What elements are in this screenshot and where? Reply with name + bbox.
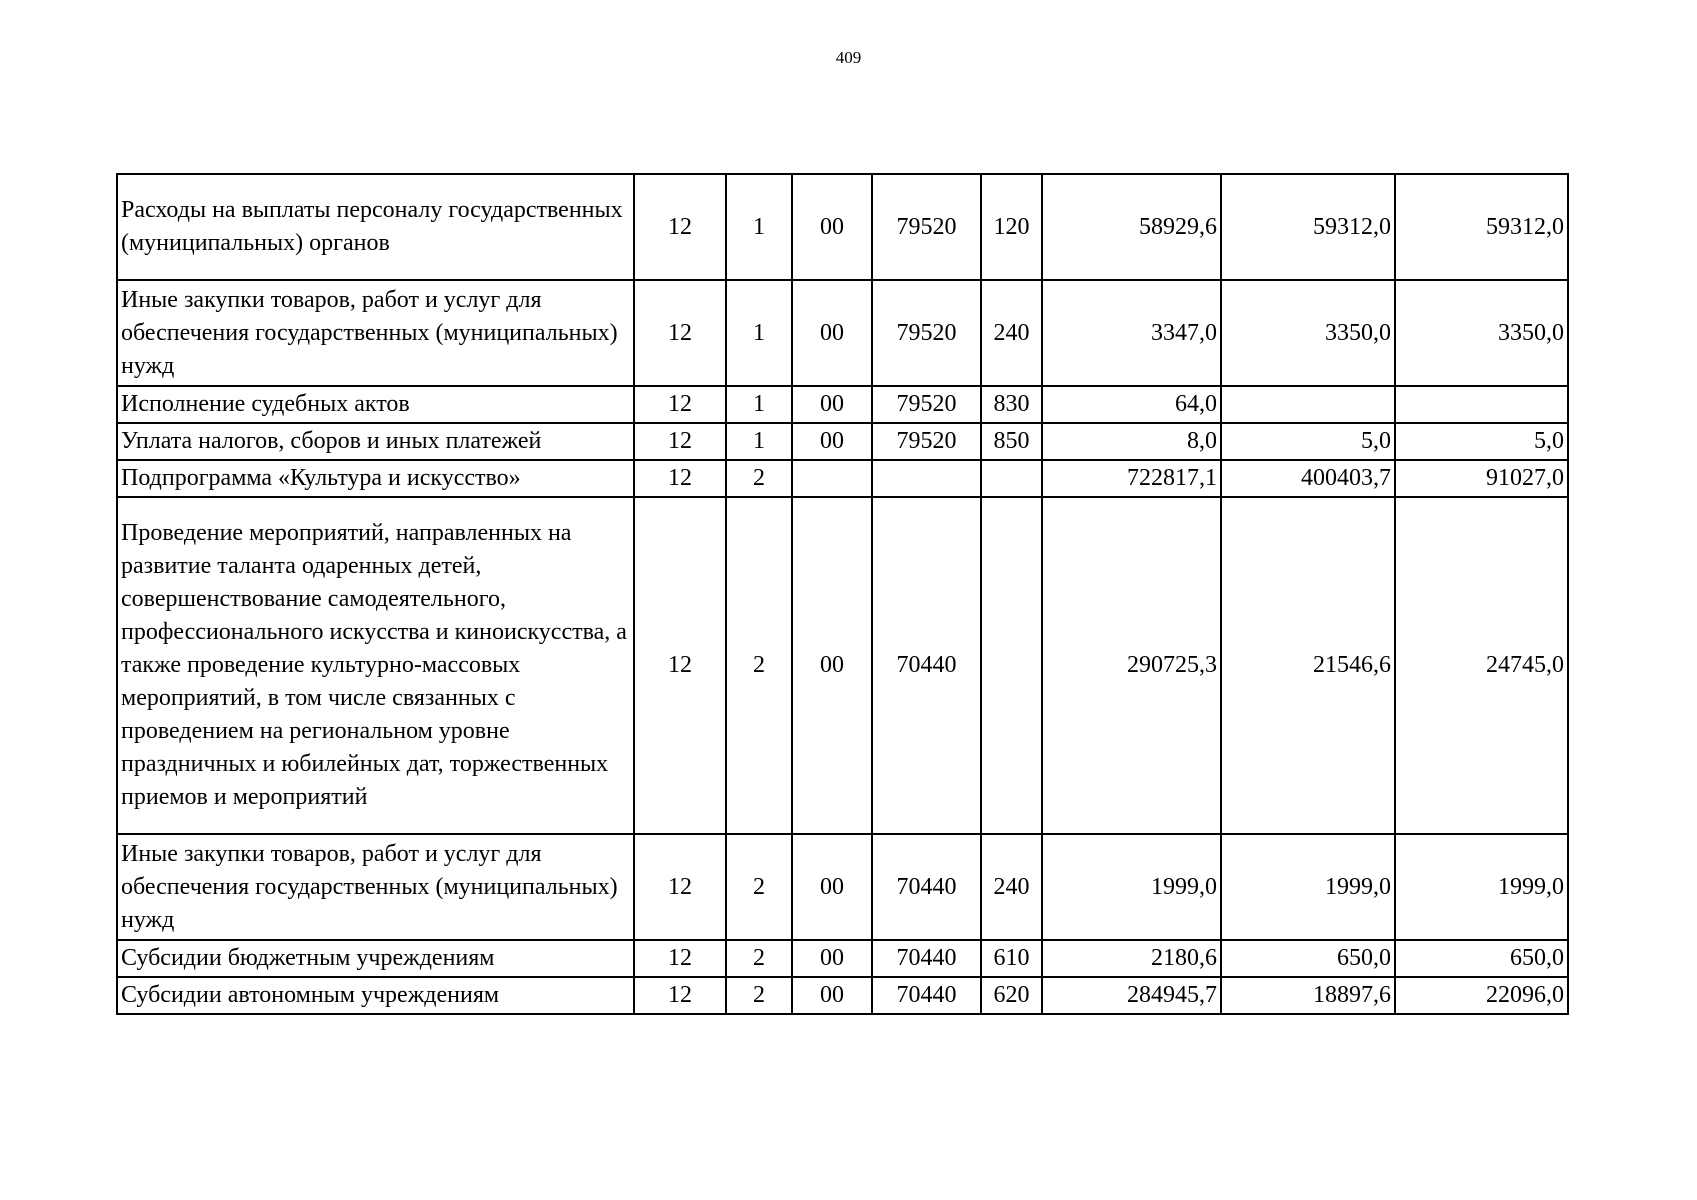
row-expense-type: 850: [981, 423, 1042, 460]
row-section: 12: [634, 497, 726, 834]
row-amount-1: 722817,1: [1042, 460, 1221, 497]
row-name: Субсидии автономным учреждениям: [117, 977, 634, 1014]
row-expense-type: 830: [981, 386, 1042, 423]
row-subsection: 1: [726, 386, 792, 423]
row-direction-code: 70440: [872, 497, 981, 834]
row-program-code: 00: [792, 940, 872, 977]
row-amount-1: 2180,6: [1042, 940, 1221, 977]
table-row: [117, 940, 1568, 977]
budget-table: [116, 173, 1569, 1015]
row-subsection: 1: [726, 280, 792, 386]
row-name: Субсидии бюджетным учреждениям: [117, 940, 634, 977]
row-amount-3: 650,0: [1395, 940, 1568, 977]
page-number: 409: [835, 48, 862, 67]
row-direction-code: 70440: [872, 940, 981, 977]
row-amount-2: 1999,0: [1221, 834, 1395, 940]
row-amount-2: 21546,6: [1221, 497, 1395, 834]
row-section: 12: [634, 423, 726, 460]
row-amount-1: 8,0: [1042, 423, 1221, 460]
row-amount-1: 58929,6: [1042, 174, 1221, 280]
row-amount-1: 290725,3: [1042, 497, 1221, 834]
row-amount-2: 3350,0: [1221, 280, 1395, 386]
row-amount-3: 24745,0: [1395, 497, 1568, 834]
row-amount-2: 5,0: [1221, 423, 1395, 460]
row-program-code: [792, 460, 872, 497]
row-subsection: 1: [726, 423, 792, 460]
row-section: 12: [634, 977, 726, 1014]
row-amount-2: 59312,0: [1221, 174, 1395, 280]
row-amount-3: 22096,0: [1395, 977, 1568, 1014]
row-program-code: 00: [792, 423, 872, 460]
row-amount-2: 400403,7: [1221, 460, 1395, 497]
row-direction-code: 79520: [872, 386, 981, 423]
row-subsection: 2: [726, 940, 792, 977]
row-name: Иные закупки товаров, работ и услуг для обеспечения государственных (муниципальных) нужд: [117, 834, 634, 940]
row-program-code: 00: [792, 977, 872, 1014]
row-amount-3: 91027,0: [1395, 460, 1568, 497]
row-section: 12: [634, 386, 726, 423]
row-subsection: 2: [726, 977, 792, 1014]
row-expense-type: 240: [981, 280, 1042, 386]
row-name: Проведение мероприятий, направленных на развитие таланта одаренных детей, совершенствование самодеятельного, профессионального искусства и киноискусства, а также проведение культурно-массовых мероприятий, в том числе связанных с проведением на региональном уровне праздничных и юбилейных дат, торжественных приемов и мероприятий: [117, 497, 634, 834]
row-direction-code: 70440: [872, 834, 981, 940]
row-direction-code: 79520: [872, 174, 981, 280]
row-name: Расходы на выплаты персоналу государственных (муниципальных) органов: [117, 174, 634, 280]
row-section: 12: [634, 940, 726, 977]
row-program-code: 00: [792, 834, 872, 940]
table-row: [117, 423, 1568, 460]
row-amount-1: 3347,0: [1042, 280, 1221, 386]
row-expense-type: 240: [981, 834, 1042, 940]
table-row: [117, 280, 1568, 386]
row-direction-code: 79520: [872, 280, 981, 386]
row-amount-3: 5,0: [1395, 423, 1568, 460]
row-amount-1: 64,0: [1042, 386, 1221, 423]
row-name: Исполнение судебных актов: [117, 386, 634, 423]
row-direction-code: [872, 460, 981, 497]
row-section: 12: [634, 834, 726, 940]
table-row: [117, 977, 1568, 1014]
row-expense-type: [981, 497, 1042, 834]
table-row: [117, 460, 1568, 497]
table-row: [117, 174, 1568, 280]
row-program-code: 00: [792, 497, 872, 834]
row-expense-type: 120: [981, 174, 1042, 280]
row-program-code: 00: [792, 386, 872, 423]
row-program-code: 00: [792, 280, 872, 386]
row-amount-3: 59312,0: [1395, 174, 1568, 280]
row-amount-2: 650,0: [1221, 940, 1395, 977]
row-expense-type: [981, 460, 1042, 497]
row-amount-3: [1395, 386, 1568, 423]
row-name: Уплата налогов, сборов и иных платежей: [117, 423, 634, 460]
row-amount-3: 3350,0: [1395, 280, 1568, 386]
row-amount-1: 1999,0: [1042, 834, 1221, 940]
row-direction-code: 79520: [872, 423, 981, 460]
row-amount-2: [1221, 386, 1395, 423]
row-program-code: 00: [792, 174, 872, 280]
row-section: 12: [634, 460, 726, 497]
table-row: [117, 834, 1568, 940]
row-section: 12: [634, 174, 726, 280]
row-expense-type: 620: [981, 977, 1042, 1014]
table-row: [117, 386, 1568, 423]
row-subsection: 2: [726, 497, 792, 834]
row-expense-type: 610: [981, 940, 1042, 977]
row-subsection: 2: [726, 460, 792, 497]
row-name: Подпрограмма «Культура и искусство»: [117, 460, 634, 497]
row-subsection: 2: [726, 834, 792, 940]
row-direction-code: 70440: [872, 977, 981, 1014]
row-amount-2: 18897,6: [1221, 977, 1395, 1014]
row-amount-1: 284945,7: [1042, 977, 1221, 1014]
row-amount-3: 1999,0: [1395, 834, 1568, 940]
row-section: 12: [634, 280, 726, 386]
table-row: [117, 497, 1568, 834]
row-subsection: 1: [726, 174, 792, 280]
row-name: Иные закупки товаров, работ и услуг для обеспечения государственных (муниципальных) нужд: [117, 280, 634, 386]
